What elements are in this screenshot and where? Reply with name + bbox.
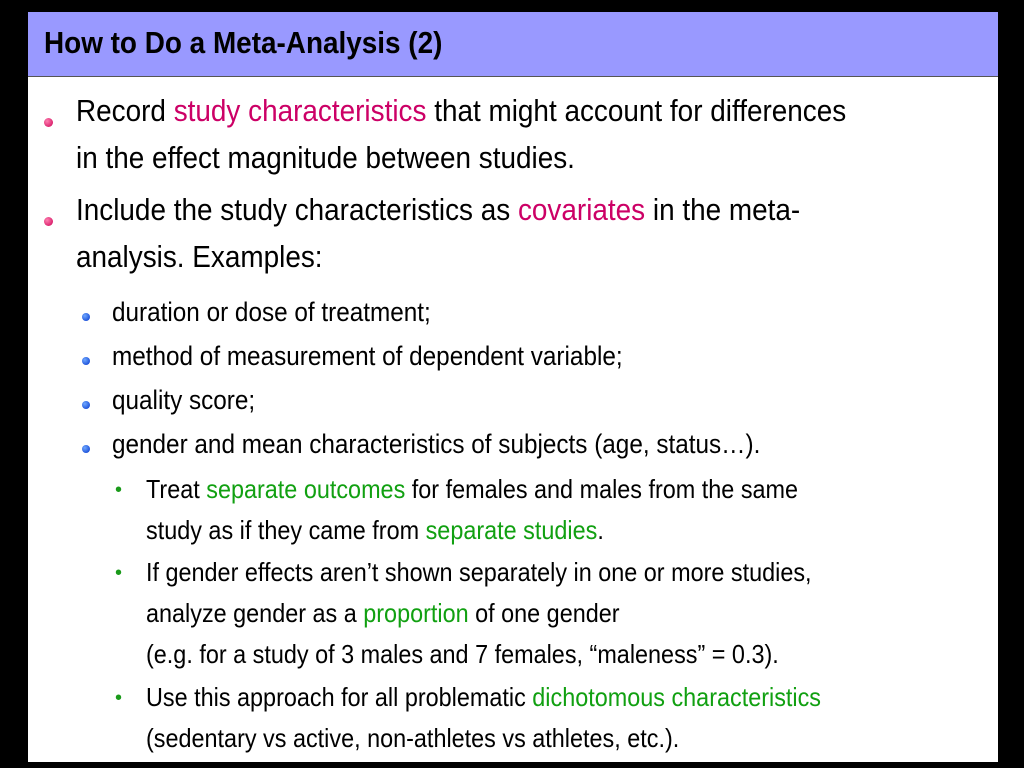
bullet-2-line-2: analysis. Examples:: [76, 239, 323, 274]
title-bar: [28, 12, 998, 77]
sub-sub-bullet-3-line-2: (sedentary vs active, non-athletes vs athletes, etc.).: [146, 723, 680, 753]
highlight-study-characteristics: study characteristics: [173, 93, 427, 128]
sub-bullet-2: method of measurement of dependent variable;: [112, 341, 623, 371]
bullet-2-line-1: Include the study characteristics as covariates in the meta-: [76, 192, 801, 227]
bullet-1-line-2: in the effect magnitude between studies.: [76, 140, 575, 175]
sub-sub-bullet-icon: •: [115, 687, 123, 709]
sub-sub-bullet-2-line-1: If gender effects aren’t shown separately in one or more studies,: [146, 557, 812, 587]
sub-bullet-4: gender and mean characteristics of subjects (age, status…).: [112, 429, 761, 459]
sub-bullet-3: quality score;: [112, 385, 256, 415]
slide-title: How to Do a Meta-Analysis (2): [44, 25, 443, 60]
sub-sub-bullet-1-line-2: study as if they came from separate studies.: [146, 515, 604, 545]
sub-bullet-icon: [82, 401, 90, 409]
sub-sub-bullet-1-line-1: Treat separate outcomes for females and males from the same: [146, 474, 799, 504]
sub-bullet-icon: [82, 313, 90, 321]
sub-sub-bullet-icon: •: [115, 562, 123, 584]
highlight-dichotomous-characteristics: dichotomous characteristics: [532, 682, 822, 712]
slide: [28, 12, 998, 762]
sub-sub-bullet-2-line-3: (e.g. for a study of 3 males and 7 females, “maleness” = 0.3).: [146, 639, 779, 669]
sub-sub-bullet-2-line-2: analyze gender as a proportion of one gender: [146, 598, 620, 628]
highlight-separate-studies: separate studies: [425, 515, 598, 545]
sub-sub-bullet-icon: •: [115, 479, 123, 501]
bullet-1-line-1: Record study characteristics that might account for differences: [76, 93, 847, 128]
bullet-icon: [44, 118, 53, 127]
sub-bullet-icon: [82, 445, 90, 453]
highlight-proportion: proportion: [363, 598, 469, 628]
highlight-separate-outcomes: separate outcomes: [206, 474, 406, 504]
highlight-covariates: covariates: [517, 192, 646, 227]
sub-bullet-1: duration or dose of treatment;: [112, 297, 431, 327]
sub-sub-bullet-3-line-1: Use this approach for all problematic dichotomous characteristics: [146, 682, 822, 712]
sub-bullet-icon: [82, 357, 90, 365]
bullet-icon: [44, 217, 53, 226]
